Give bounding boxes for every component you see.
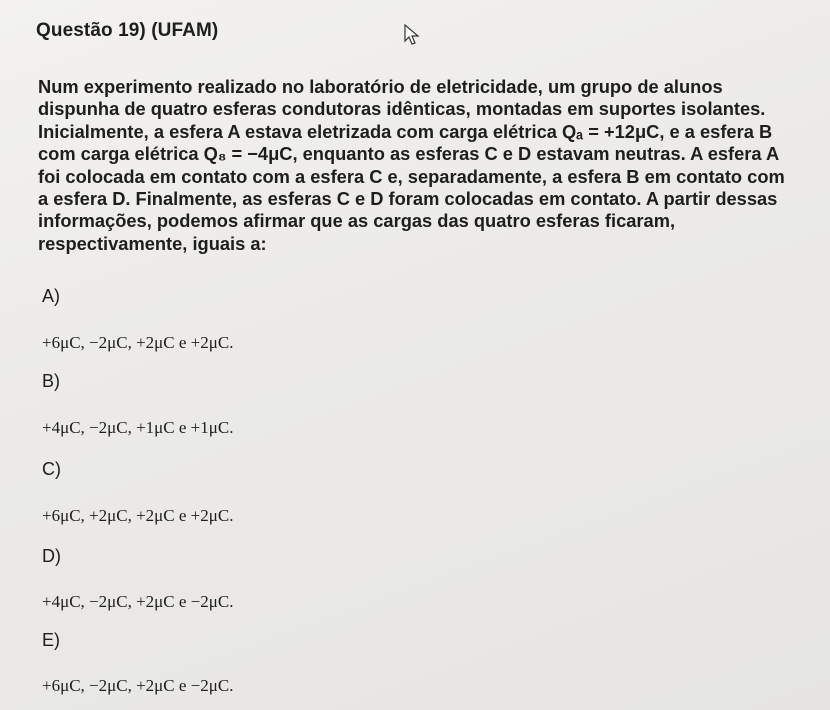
option-e-text: +6μC, −2μC, +2μC e −2μC. xyxy=(42,676,234,695)
option-e-letter: E) xyxy=(42,630,60,650)
option-a-text: +6μC, −2μC, +2μC e +2μC. xyxy=(42,333,234,352)
question-title: Questão 19) (UFAM) xyxy=(36,20,219,41)
option-d-letter: D) xyxy=(42,546,61,566)
question-statement: Num experimento realizado no laboratório de eletricidade, um grupo de alunos dispunha de quatro esferas condutoras idênticas, montadas em suportes isolantes. Inicialmente, a esfera A estava eletrizada com carga elétrica Qₐ = +12μC, e a esfera B com carga elétrica Q₈ = −4μC, enquanto as esferas C e D estavam neutras. A esfera A foi colocada em contato com a esfera C e, separadamente, a esfera B em contato com a esfera D. Finalmente, as esferas C e D foram colocadas em contato. A partir dessas informações, podemos afirmar que as cargas das quatro esferas ficaram, respectivamente, iguais a: xyxy=(38,76,785,254)
option-b-text: +4μC, −2μC, +1μC e +1μC. xyxy=(42,418,234,437)
option-a-letter: A) xyxy=(42,286,60,306)
option-c-letter: C) xyxy=(42,459,61,479)
option-d-text: +4μC, −2μC, +2μC e −2μC. xyxy=(42,592,234,611)
mouse-pointer-icon xyxy=(404,24,420,46)
option-b-letter: B) xyxy=(42,371,60,391)
option-c-text: +6μC, +2μC, +2μC e +2μC. xyxy=(42,506,234,525)
